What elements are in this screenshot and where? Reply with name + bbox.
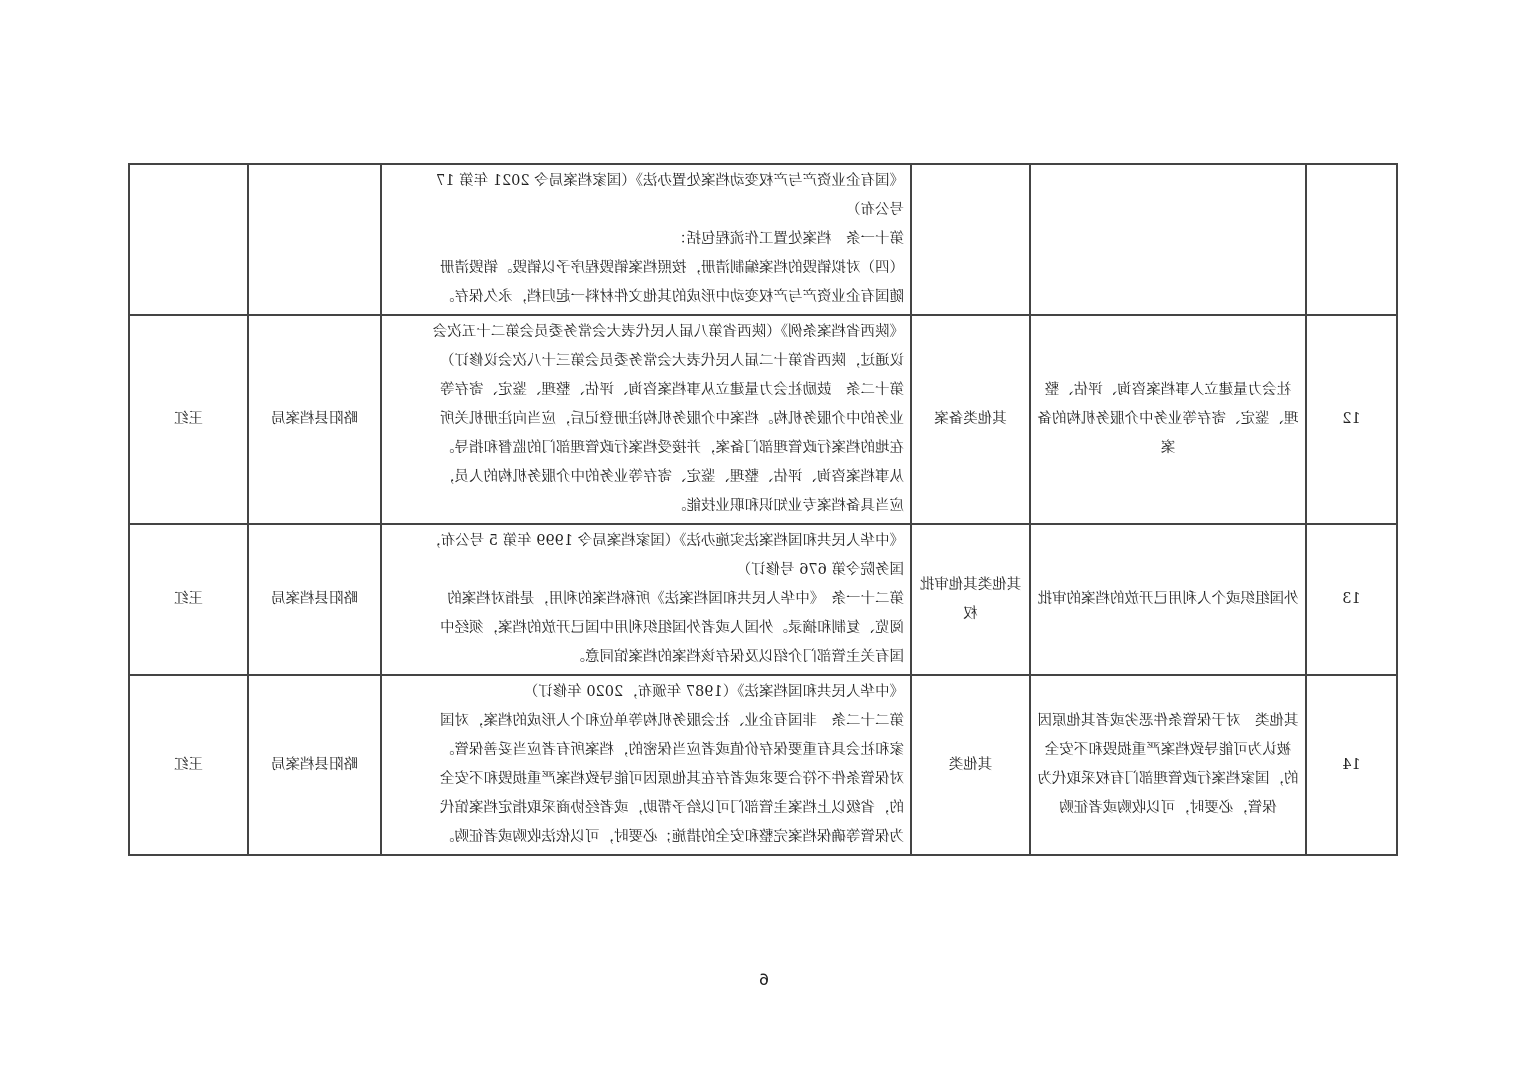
table-row — [129, 315, 1397, 524]
legal-basis-line: 从事档案咨询、评估、整理、鉴定、寄存等业务的中介服务机构的人员， — [440, 469, 904, 485]
department-cell — [248, 164, 381, 315]
legal-basis — [382, 165, 910, 314]
legal-basis-line: 的，省级以上档案主管部门可以给予帮助，或者经协商采取指定档案馆代 — [440, 800, 904, 816]
approval-items-table — [128, 163, 1398, 856]
responsible-person: 王红 — [174, 756, 203, 773]
category-cell — [911, 675, 1030, 855]
department: 略阳县档案局 — [271, 591, 358, 607]
serial-number — [1307, 238, 1396, 242]
legal-basis-line: 《陕西省档案条例》（陕西省第八届人民代表大会常务委员会第二十五次会 — [432, 324, 904, 340]
legal-basis-line: 第二十二条 非国有企业、社会服务机构等单位和个人形成的档案，对国 — [440, 713, 904, 729]
department-cell — [248, 315, 381, 524]
legal-basis-line: 应当具备档案专业知识和职业技能。 — [672, 498, 904, 514]
legal-basis-cell — [381, 675, 911, 855]
responsible-person: 王红 — [174, 411, 203, 427]
department-cell — [248, 675, 381, 855]
legal-basis-line: 《中华人民共和国档案法》（1987 年颁布，2020 年修订） — [523, 684, 904, 700]
category: 其他类 — [948, 756, 993, 773]
item-name: 外国组织或个人利用已开放的档案的审批 — [1037, 591, 1299, 607]
category — [912, 238, 1029, 242]
legal-basis-line: 第十二条 鼓励社会力量建立从事档案咨询、评估、整理、鉴定、寄存等 — [440, 382, 904, 398]
legal-basis-cell — [381, 315, 911, 524]
serial-number: 13 — [1342, 591, 1361, 607]
legal-basis-line: 议通过，陕西省第十二届人民代表大会常务委员会第三十八次会议修订） — [440, 353, 904, 369]
legal-basis-line: （四）对拟销毁的档案编制清册，按照档案销毁程序予以销毁。销毁清册 — [440, 260, 904, 276]
legal-basis-line: 第十一条 档案处置工作流程包括： — [672, 231, 904, 247]
legal-basis-line: 对保管条件不符合要求或者存在其他原因可能导致档案严重损毁和不安全 — [440, 771, 904, 787]
legal-basis-cell — [381, 164, 911, 315]
legal-basis — [382, 316, 910, 523]
category-cell — [911, 524, 1030, 675]
page-number: 6 — [758, 970, 770, 989]
department: 略阳县档案局 — [271, 411, 358, 427]
serial-number-cell — [1306, 675, 1397, 855]
legal-basis-line: 国有关主管部门介绍以及保存该档案的档案馆同意。 — [570, 649, 904, 665]
item-name-cell — [1030, 315, 1306, 524]
item-name: 其他类 对于保管条件恶劣或者其他原因被认为可能导致档案严重损毁和不安全的，国家档案行政管理部门有权采取代为保管，必要时，可以收购或者征购 — [1037, 713, 1299, 816]
legal-basis-line: 为保管等确保档案完整和安全的措施；必要时，可以依法收购或者征购。 — [440, 829, 904, 845]
item-name-cell — [1030, 164, 1306, 315]
legal-basis-line: 在地的档案行政管理部门备案，并接受档案行政管理部门的监督和指导。 — [440, 440, 904, 456]
item-name — [1031, 238, 1305, 242]
serial-number-cell — [1306, 524, 1397, 675]
category: 其他类其他审批权 — [919, 576, 1022, 622]
category-cell — [911, 315, 1030, 524]
item-name: 社会力量建立人事档案咨询、评估、整理、鉴定、寄存等业务中介服务机构的备案 — [1037, 382, 1299, 456]
serial-number-cell — [1306, 164, 1397, 315]
department — [249, 238, 380, 242]
table-row — [129, 524, 1397, 675]
responsible-person-cell — [129, 675, 248, 855]
responsible-person: 王红 — [174, 591, 203, 607]
legal-basis-line: 阅览、复制和摘录。外国人或者外国组织利用中国已开放的档案，须经中 — [440, 620, 904, 636]
category-cell — [911, 164, 1030, 315]
serial-number-cell — [1306, 315, 1397, 524]
responsible-person-cell — [129, 524, 248, 675]
legal-basis-line: 《中华人民共和国档案法实施办法》（国家档案局令 1999 年第 5 号公布， — [426, 533, 904, 549]
category: 其他类备案 — [934, 411, 1007, 427]
department-cell — [248, 524, 381, 675]
table-row — [129, 675, 1397, 855]
responsible-person-cell — [129, 164, 248, 315]
responsible-person — [130, 238, 247, 242]
legal-basis-cell — [381, 524, 911, 675]
legal-basis — [382, 525, 910, 674]
responsible-person-cell — [129, 315, 248, 524]
table-row — [129, 164, 1397, 315]
legal-basis-line: 家和社会具有重要保存价值或者应当保密的，档案所有者应当妥善保管。 — [440, 742, 904, 758]
serial-number: 14 — [1342, 756, 1361, 773]
item-name-cell — [1030, 675, 1306, 855]
department: 略阳县档案局 — [271, 756, 358, 773]
item-name-cell — [1030, 524, 1306, 675]
legal-basis-line: 号公布） — [846, 202, 904, 218]
legal-basis-line: 《国有企业资产与产权变动档案处置办法》（国家档案局令 2021 年第 17 — [436, 173, 904, 189]
legal-basis-line: 随国有企业资产与产权变动中形成的其他文件材料一起归档，永久保存。 — [440, 289, 904, 305]
legal-basis-line: 第二十一条 《中华人民共和国档案法》所称档案的利用，是指对档案的 — [447, 591, 904, 607]
serial-number: 12 — [1342, 411, 1361, 427]
legal-basis-line: 国务院令第 676 号修订） — [736, 562, 904, 578]
legal-basis — [382, 676, 910, 854]
legal-basis-line: 业务的中介服务机构。档案中介服务机构注册登记后，应当向注册机关所 — [440, 411, 904, 427]
